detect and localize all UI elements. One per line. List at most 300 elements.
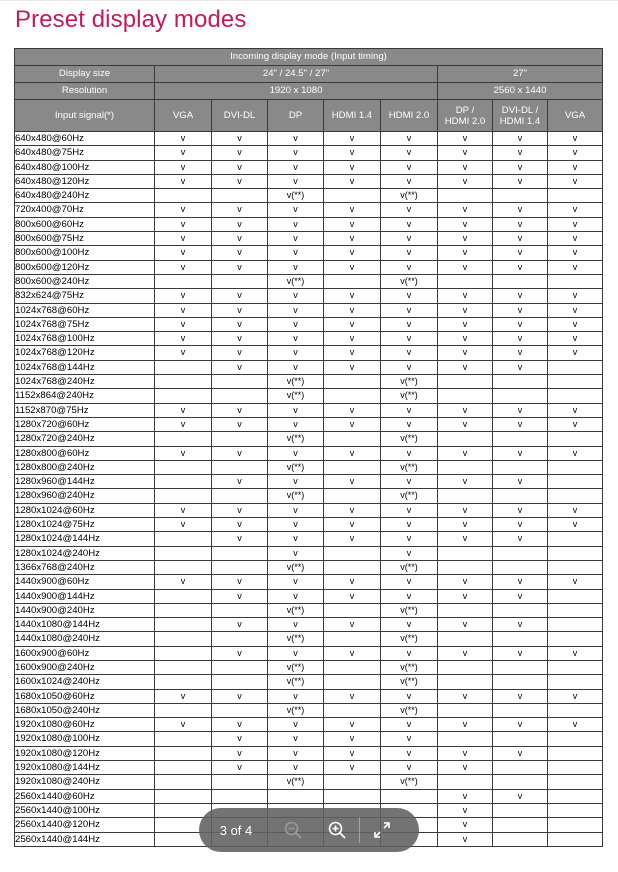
resolution-group-a: 1920 x 1080 xyxy=(155,83,438,100)
table-row xyxy=(15,375,603,389)
support-cell: v xyxy=(438,589,493,603)
table-row xyxy=(15,775,603,789)
input-signal-cell: 1280x1024@75Hz xyxy=(15,518,155,532)
support-cell: v xyxy=(548,417,603,431)
table-row xyxy=(15,546,603,560)
support-cell: v xyxy=(548,146,603,160)
input-signal-cell: 2560x1440@120Hz xyxy=(15,818,155,832)
support-cell: v(**) xyxy=(268,560,324,574)
support-cell: v xyxy=(324,303,381,317)
support-cell: v xyxy=(438,761,493,775)
support-cell: v xyxy=(212,718,268,732)
support-cell xyxy=(493,660,548,674)
support-cell: v xyxy=(155,446,212,460)
support-cell: v(**) xyxy=(381,389,438,403)
support-cell: v xyxy=(324,575,381,589)
support-cell: v(**) xyxy=(381,189,438,203)
support-cell xyxy=(493,803,548,817)
input-signal-cell: 1280x1024@144Hz xyxy=(15,532,155,546)
support-cell: v xyxy=(212,532,268,546)
support-cell xyxy=(155,789,212,803)
support-cell: v xyxy=(268,546,324,560)
support-cell: v xyxy=(212,732,268,746)
support-cell xyxy=(438,189,493,203)
support-cell: v xyxy=(268,718,324,732)
support-cell xyxy=(212,789,268,803)
support-cell: v xyxy=(268,232,324,246)
support-cell: v xyxy=(212,174,268,188)
support-cell: v xyxy=(381,360,438,374)
input-signal-cell: 1280x960@144Hz xyxy=(15,475,155,489)
support-cell xyxy=(212,460,268,474)
support-cell: v xyxy=(381,403,438,417)
input-signal-cell: 1920x1080@144Hz xyxy=(15,761,155,775)
input-signal-cell: 800x600@240Hz xyxy=(15,274,155,288)
support-cell xyxy=(155,489,212,503)
support-cell xyxy=(155,460,212,474)
table-row xyxy=(15,217,603,231)
support-cell: v xyxy=(548,217,603,231)
support-cell: v xyxy=(268,646,324,660)
support-cell xyxy=(438,703,493,717)
input-signal-cell: 640x480@75Hz xyxy=(15,146,155,160)
table-row xyxy=(15,403,603,417)
support-cell: v(**) xyxy=(268,375,324,389)
input-signal-cell: 1680x1050@240Hz xyxy=(15,703,155,717)
support-cell: v xyxy=(268,403,324,417)
support-cell: v xyxy=(212,217,268,231)
support-cell xyxy=(324,632,381,646)
support-cell xyxy=(548,589,603,603)
table-row xyxy=(15,732,603,746)
support-cell xyxy=(438,389,493,403)
support-cell xyxy=(438,274,493,288)
support-cell xyxy=(155,761,212,775)
support-cell: v xyxy=(212,132,268,146)
input-signal-cell: 1440x1080@240Hz xyxy=(15,632,155,646)
input-signal-label: Input signal(*) xyxy=(15,100,155,132)
signal-rows xyxy=(15,132,603,847)
input-signal-cell: 1600x900@60Hz xyxy=(15,646,155,660)
input-signal-cell: 640x480@100Hz xyxy=(15,160,155,174)
support-cell: v xyxy=(155,203,212,217)
support-cell: v xyxy=(324,718,381,732)
support-cell: v xyxy=(268,217,324,231)
support-cell xyxy=(155,189,212,203)
support-cell: v xyxy=(438,446,493,460)
support-cell: v xyxy=(548,232,603,246)
support-cell: v xyxy=(381,174,438,188)
support-cell: v xyxy=(438,746,493,760)
support-cell: v xyxy=(324,203,381,217)
support-cell xyxy=(155,632,212,646)
support-cell xyxy=(493,375,548,389)
table-row xyxy=(15,417,603,431)
support-cell: v xyxy=(381,217,438,231)
support-cell: v xyxy=(155,332,212,346)
support-cell: v xyxy=(493,718,548,732)
support-cell xyxy=(548,832,603,846)
support-cell: v xyxy=(381,532,438,546)
support-cell: v xyxy=(324,518,381,532)
support-cell: v xyxy=(438,317,493,331)
support-cell: v xyxy=(324,332,381,346)
display-size-group-b: 27" xyxy=(438,66,603,83)
support-cell: v xyxy=(268,475,324,489)
support-cell xyxy=(548,489,603,503)
support-cell: v(**) xyxy=(268,460,324,474)
table-row xyxy=(15,317,603,331)
support-cell: v xyxy=(268,446,324,460)
table-row xyxy=(15,360,603,374)
support-cell xyxy=(324,389,381,403)
top-divider xyxy=(0,0,618,1)
support-cell: v xyxy=(324,689,381,703)
support-cell: v xyxy=(438,832,493,846)
support-cell: v xyxy=(438,160,493,174)
zoom-in-button[interactable] xyxy=(315,808,359,852)
support-cell: v xyxy=(381,589,438,603)
support-cell: v xyxy=(438,689,493,703)
support-cell: v xyxy=(438,289,493,303)
support-cell: v xyxy=(155,575,212,589)
support-cell: v(**) xyxy=(381,560,438,574)
input-signal-cell: 1600x1024@240Hz xyxy=(15,675,155,689)
support-cell: v xyxy=(493,232,548,246)
support-cell: v xyxy=(493,303,548,317)
support-cell xyxy=(324,775,381,789)
support-cell xyxy=(155,389,212,403)
support-cell: v xyxy=(324,646,381,660)
input-signal-cell: 2560x1440@144Hz xyxy=(15,832,155,846)
support-cell: v xyxy=(548,289,603,303)
support-cell: v(**) xyxy=(268,432,324,446)
table-row xyxy=(15,174,603,188)
support-cell xyxy=(324,560,381,574)
support-cell: v xyxy=(548,346,603,360)
support-cell: v(**) xyxy=(381,775,438,789)
support-cell: v xyxy=(324,289,381,303)
support-cell xyxy=(493,703,548,717)
support-cell: v xyxy=(548,446,603,460)
support-cell: v xyxy=(438,475,493,489)
support-cell: v xyxy=(493,246,548,260)
table-row xyxy=(15,503,603,517)
support-cell xyxy=(548,703,603,717)
support-cell: v xyxy=(324,260,381,274)
support-cell xyxy=(493,432,548,446)
support-cell xyxy=(324,189,381,203)
support-cell: v xyxy=(155,289,212,303)
support-cell: v xyxy=(381,575,438,589)
column-header: DVI-DL xyxy=(212,100,268,132)
support-cell: v xyxy=(212,403,268,417)
support-cell: v xyxy=(493,646,548,660)
pdf-viewer-toolbar xyxy=(199,808,419,852)
support-cell: v xyxy=(268,746,324,760)
support-cell xyxy=(324,703,381,717)
input-signal-cell: 1440x900@60Hz xyxy=(15,575,155,589)
support-cell: v xyxy=(548,260,603,274)
support-cell xyxy=(493,761,548,775)
support-cell: v xyxy=(548,646,603,660)
support-cell: v xyxy=(268,589,324,603)
support-cell xyxy=(155,775,212,789)
support-cell xyxy=(493,546,548,560)
support-cell xyxy=(548,432,603,446)
support-cell: v xyxy=(381,732,438,746)
support-cell: v xyxy=(212,689,268,703)
table-row xyxy=(15,660,603,674)
support-cell xyxy=(493,274,548,288)
support-cell: v xyxy=(493,217,548,231)
support-cell: v xyxy=(155,403,212,417)
support-cell: v xyxy=(212,417,268,431)
support-cell: v xyxy=(438,332,493,346)
support-cell xyxy=(155,675,212,689)
input-signal-cell: 1440x1080@144Hz xyxy=(15,618,155,632)
support-cell xyxy=(212,546,268,560)
support-cell: v xyxy=(324,403,381,417)
support-cell xyxy=(438,432,493,446)
support-cell xyxy=(324,675,381,689)
support-cell: v xyxy=(381,689,438,703)
support-cell: v(**) xyxy=(268,274,324,288)
support-cell xyxy=(155,475,212,489)
support-cell: v xyxy=(493,746,548,760)
support-cell: v xyxy=(268,618,324,632)
resolution-label: Resolution xyxy=(15,83,155,100)
support-cell: v xyxy=(493,403,548,417)
support-cell: v xyxy=(268,303,324,317)
zoom-out-button[interactable] xyxy=(271,808,315,852)
support-cell: v xyxy=(268,317,324,331)
input-signal-cell: 1024x768@240Hz xyxy=(15,375,155,389)
support-cell xyxy=(493,603,548,617)
table-row xyxy=(15,589,603,603)
support-cell: v xyxy=(324,618,381,632)
support-cell: v xyxy=(381,618,438,632)
support-cell: v xyxy=(381,546,438,560)
support-cell: v xyxy=(155,146,212,160)
support-cell: v xyxy=(324,532,381,546)
support-cell: v xyxy=(548,160,603,174)
support-cell: v xyxy=(493,289,548,303)
support-cell: v xyxy=(268,532,324,546)
input-signal-cell: 800x600@120Hz xyxy=(15,260,155,274)
support-cell: v xyxy=(155,132,212,146)
support-cell xyxy=(155,703,212,717)
table-row xyxy=(15,789,603,803)
table-row xyxy=(15,289,603,303)
column-header: DVI-DL / HDMI 1.4 xyxy=(493,100,548,132)
table-row xyxy=(15,675,603,689)
support-cell: v xyxy=(212,646,268,660)
support-cell: v xyxy=(493,789,548,803)
input-signal-cell: 1366x768@240Hz xyxy=(15,560,155,574)
support-cell xyxy=(155,746,212,760)
column-header: DP xyxy=(268,100,324,132)
incoming-mode-header: Incoming display mode (Input timing) xyxy=(15,49,603,66)
support-cell xyxy=(493,818,548,832)
support-cell: v(**) xyxy=(268,775,324,789)
support-cell: v xyxy=(268,575,324,589)
support-cell xyxy=(438,546,493,560)
support-cell: v xyxy=(438,518,493,532)
page-title: Preset display modes xyxy=(15,6,247,33)
support-cell xyxy=(548,775,603,789)
support-cell: v xyxy=(381,317,438,331)
support-cell xyxy=(155,375,212,389)
support-cell: v xyxy=(548,403,603,417)
support-cell xyxy=(548,632,603,646)
support-cell: v xyxy=(381,160,438,174)
support-cell xyxy=(212,775,268,789)
fullscreen-button[interactable] xyxy=(360,808,404,852)
input-signal-cell: 1280x960@240Hz xyxy=(15,489,155,503)
table-row xyxy=(15,432,603,446)
table-row xyxy=(15,332,603,346)
table-row xyxy=(15,646,603,660)
support-cell: v xyxy=(324,732,381,746)
table-row xyxy=(15,260,603,274)
support-cell: v xyxy=(548,317,603,331)
support-cell: v xyxy=(155,260,212,274)
input-signal-cell: 720x400@70Hz xyxy=(15,203,155,217)
table-row xyxy=(15,160,603,174)
support-cell xyxy=(324,274,381,288)
support-cell xyxy=(438,675,493,689)
support-cell: v xyxy=(438,303,493,317)
support-cell: v xyxy=(268,246,324,260)
input-signal-cell: 1280x1024@240Hz xyxy=(15,546,155,560)
input-signal-cell: 1280x800@60Hz xyxy=(15,446,155,460)
support-cell: v xyxy=(548,689,603,703)
table-row xyxy=(15,203,603,217)
support-cell: v xyxy=(438,232,493,246)
support-cell: v xyxy=(381,446,438,460)
support-cell: v(**) xyxy=(381,432,438,446)
support-cell: v xyxy=(438,818,493,832)
support-cell xyxy=(548,732,603,746)
support-cell: v xyxy=(324,232,381,246)
support-cell: v xyxy=(268,689,324,703)
support-cell xyxy=(212,189,268,203)
support-cell xyxy=(324,432,381,446)
support-cell xyxy=(268,789,324,803)
table-row xyxy=(15,475,603,489)
support-cell: v xyxy=(438,403,493,417)
support-cell xyxy=(155,546,212,560)
support-cell: v xyxy=(548,174,603,188)
support-cell: v xyxy=(324,174,381,188)
support-cell xyxy=(324,375,381,389)
support-cell: v xyxy=(212,518,268,532)
support-cell: v xyxy=(438,417,493,431)
support-cell: v xyxy=(438,575,493,589)
support-cell: v xyxy=(438,532,493,546)
support-cell xyxy=(155,732,212,746)
support-cell: v xyxy=(438,503,493,517)
support-cell xyxy=(438,560,493,574)
table-row xyxy=(15,618,603,632)
support-cell xyxy=(493,675,548,689)
support-cell: v xyxy=(493,160,548,174)
support-cell: v xyxy=(381,232,438,246)
support-cell xyxy=(155,589,212,603)
support-cell: v xyxy=(324,217,381,231)
support-cell: v xyxy=(155,303,212,317)
support-cell xyxy=(548,761,603,775)
support-cell xyxy=(155,646,212,660)
support-cell xyxy=(548,675,603,689)
support-cell xyxy=(548,618,603,632)
input-signal-cell: 800x600@100Hz xyxy=(15,246,155,260)
table-row xyxy=(15,746,603,760)
input-signal-cell: 1280x800@240Hz xyxy=(15,460,155,474)
support-cell: v xyxy=(438,618,493,632)
support-cell xyxy=(212,603,268,617)
support-cell xyxy=(548,789,603,803)
input-signal-cell: 2560x1440@60Hz xyxy=(15,789,155,803)
support-cell xyxy=(548,560,603,574)
support-cell: v xyxy=(438,146,493,160)
input-signal-cell: 1152x870@75Hz xyxy=(15,403,155,417)
support-cell xyxy=(548,803,603,817)
support-cell: v xyxy=(212,746,268,760)
support-cell xyxy=(212,432,268,446)
support-cell: v xyxy=(324,446,381,460)
support-cell xyxy=(493,489,548,503)
support-cell xyxy=(548,389,603,403)
support-cell: v xyxy=(324,589,381,603)
table-row xyxy=(15,489,603,503)
input-signal-cell: 1280x720@60Hz xyxy=(15,417,155,431)
support-cell xyxy=(212,660,268,674)
support-cell: v xyxy=(155,718,212,732)
support-cell: v xyxy=(212,575,268,589)
display-modes-table xyxy=(14,48,603,847)
support-cell: v xyxy=(381,203,438,217)
table-row xyxy=(15,146,603,160)
support-cell: v xyxy=(438,174,493,188)
support-cell: v xyxy=(268,289,324,303)
input-signal-cell: 1920x1080@240Hz xyxy=(15,775,155,789)
support-cell xyxy=(438,660,493,674)
support-cell: v xyxy=(548,518,603,532)
zoom-in-icon xyxy=(327,820,347,840)
support-cell xyxy=(155,618,212,632)
support-cell: v xyxy=(381,260,438,274)
input-signal-cell: 1600x900@240Hz xyxy=(15,660,155,674)
input-signal-cell: 800x600@75Hz xyxy=(15,232,155,246)
support-cell: v xyxy=(381,475,438,489)
support-cell xyxy=(155,274,212,288)
input-signal-cell: 832x624@75Hz xyxy=(15,289,155,303)
support-cell: v xyxy=(155,174,212,188)
support-cell: v xyxy=(324,761,381,775)
column-header: HDMI 2.0 xyxy=(381,100,438,132)
support-cell: v xyxy=(268,132,324,146)
support-cell xyxy=(155,432,212,446)
support-cell: v xyxy=(493,475,548,489)
support-cell xyxy=(438,603,493,617)
support-cell: v xyxy=(548,718,603,732)
support-cell: v xyxy=(381,417,438,431)
table-row xyxy=(15,446,603,460)
support-cell: v xyxy=(212,146,268,160)
table-row xyxy=(15,689,603,703)
